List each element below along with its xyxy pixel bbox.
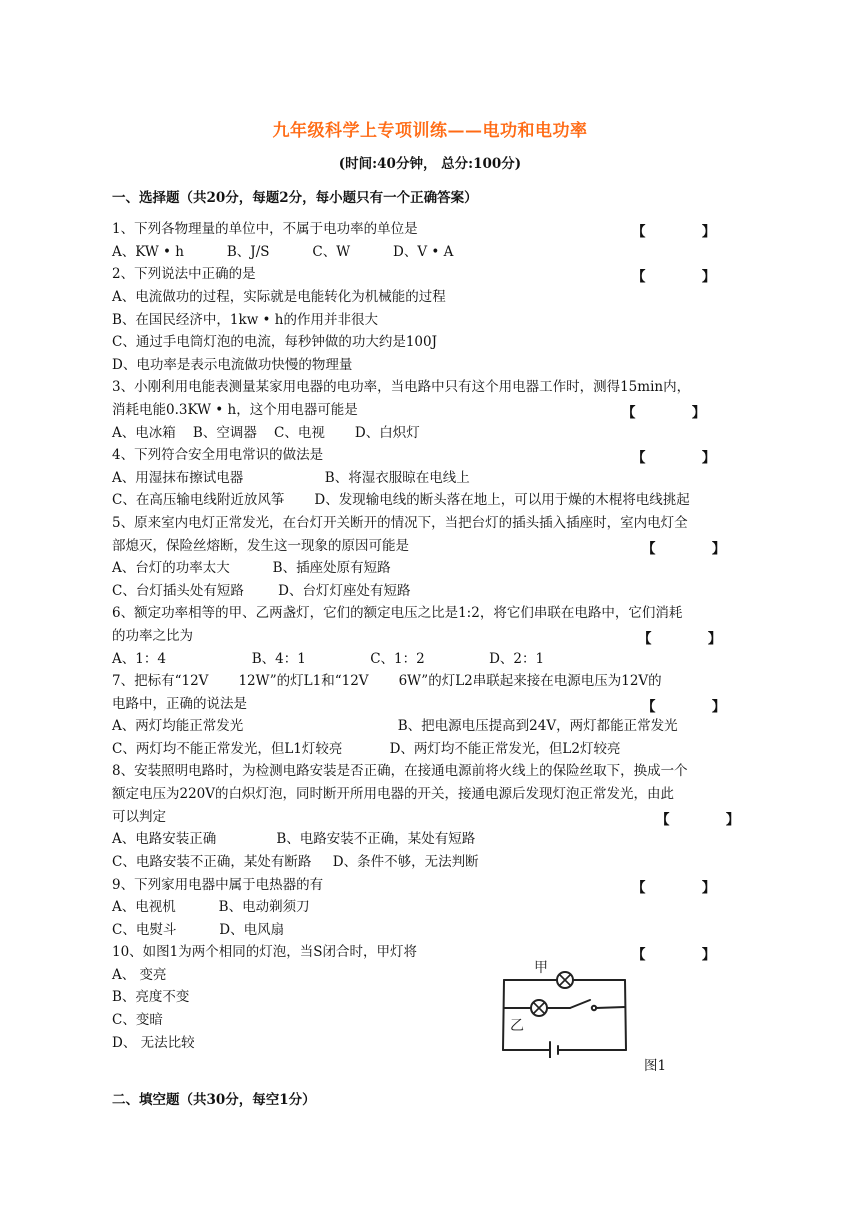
option-2c: C、通过手电筒灯泡的电流，每秒钟做的功大约是100J <box>112 334 438 350</box>
answer-bracket-9: 【 】 <box>632 880 716 896</box>
section-heading-choice: 一、选择题（共20分，每题2分，每小题只有一个正确答案） <box>112 190 478 206</box>
option-10a: A、 变亮 <box>112 967 167 983</box>
answer-bracket-1: 【 】 <box>632 224 716 240</box>
figure-caption: 图1 <box>644 1058 667 1074</box>
lamp-a-label: 甲 <box>534 960 548 976</box>
question-6: 6、额定功率相等的甲、乙两盏灯，它们的额定电压之比是1:2，将它们串联在电路中，它们消耗 <box>112 605 683 621</box>
answer-bracket-10: 【 】 <box>632 947 716 963</box>
question-5: 5、原来室内电灯正常发光，在台灯开关断开的情况下，当把台灯的插头插入插座时，室内电灯全 <box>112 515 688 531</box>
question-7-cont: 电路中，正确的说法是 <box>112 696 247 712</box>
option-10b: B、亮度不变 <box>112 989 190 1005</box>
options-7cd: C、两灯均不能正常发光，但L1灯较亮 D、两灯均不能正常发光，但L2灯较亮 <box>112 741 621 757</box>
options-1: A、KW • h B、J/S C、W D、V • A <box>112 244 454 260</box>
answer-bracket-6: 【 】 <box>638 631 722 647</box>
question-3-cont: 消耗电能0.3KW • h，这个用电器可能是 <box>112 402 358 418</box>
answer-bracket-7: 【 】 <box>642 699 726 715</box>
option-10c: C、变暗 <box>112 1012 163 1028</box>
question-2: 2、下列说法中正确的是 <box>112 266 256 282</box>
question-4: 4、下列符合安全用电常识的做法是 <box>112 447 324 463</box>
section-heading-fill: 二、填空题（共30分，每空1分） <box>112 1092 316 1108</box>
option-2b: B、在国民经济中，1kw • h的作用并非很大 <box>112 312 378 328</box>
answer-bracket-4: 【 】 <box>632 450 716 466</box>
question-9: 9、下列家用电器中属于电热器的有 <box>112 877 324 893</box>
options-9ab: A、电视机 B、电动剃须刀 <box>112 899 310 915</box>
options-8cd: C、电路安装不正确，某处有断路 D、条件不够，无法判断 <box>112 854 479 870</box>
options-5cd: C、台灯插头处有短路 D、台灯灯座处有短路 <box>112 583 411 599</box>
circuit-left-wire <box>503 980 504 1050</box>
exam-info: (时间:40分钟， 总分:100分) <box>338 156 522 172</box>
question-6-cont: 的功率之比为 <box>112 628 193 644</box>
page-title: 九年级科学上专项训练——电功和电功率 <box>272 121 588 141</box>
answer-bracket-8: 【 】 <box>656 812 740 828</box>
lamp-b-label: 乙 <box>510 1018 524 1034</box>
question-3: 3、小刚利用电能表测量某家用电器的电功率，当电路中只有这个用电器工作时，测得15min内， <box>112 379 691 395</box>
options-9cd: C、电熨斗 D、电风扇 <box>112 922 285 938</box>
answer-bracket-3: 【 】 <box>622 405 706 421</box>
options-3: A、电冰箱 B、空调器 C、电视 D、白炽灯 <box>112 425 420 441</box>
question-8: 8、安装照明电路时，为检测电路安装是否正确，在接通电源前将火线上的保险丝取下，换成一个 <box>112 763 688 779</box>
answer-bracket-5: 【 】 <box>642 541 726 557</box>
question-7: 7、把标有“12V 12W”的灯L1和“12V 6W”的灯L2串联起来接在电源电压为12V的 <box>112 673 662 689</box>
options-4ab: A、用湿抹布擦试电器 B、将湿衣服晾在电线上 <box>112 470 470 486</box>
options-8ab: A、电路安装正确 B、电路安装不正确，某处有短路 <box>112 831 476 847</box>
question-5-cont: 部熄灭，保险丝熔断，发生这一现象的原因可能是 <box>112 538 409 554</box>
options-7ab: A、两灯均能正常发光 B、把电源电压提高到24V，两灯都能正常发光 <box>112 718 678 734</box>
question-8-cont: 额定电压为220V的白炽灯泡，同时断开所用电器的开关，接通电源后发现灯泡正常发光，由此 <box>112 786 675 802</box>
option-2d: D、电功率是表示电流做功快慢的物理量 <box>112 357 353 373</box>
option-10d: D、 无法比较 <box>112 1035 195 1051</box>
circuit-diagram <box>498 958 636 1058</box>
options-6: A、1：4 B、4：1 C、1：2 D、2：1 <box>112 651 545 667</box>
circuit-mid-wire-right <box>596 1007 625 1008</box>
options-4cd: C、在高压输电线附近放风筝 D、发现输电线的断头落在地上，可以用于燥的木棍将电线挑起 <box>112 492 690 508</box>
options-5ab: A、台灯的功率太大 B、插座处原有短路 <box>112 560 391 576</box>
question-10: 10、如图1为两个相同的灯泡，当S闭合时，甲灯将 <box>112 944 418 960</box>
answer-bracket-2: 【 】 <box>632 269 716 285</box>
question-1: 1、下列各物理量的单位中，不属于电功率的单位是 <box>112 221 418 237</box>
circuit-right-wire <box>625 980 626 1050</box>
option-2a: A、电流做功的过程，实际就是电能转化为机械能的过程 <box>112 289 446 305</box>
switch-icon <box>570 1000 590 1008</box>
question-8-cont2: 可以判定 <box>112 809 166 825</box>
